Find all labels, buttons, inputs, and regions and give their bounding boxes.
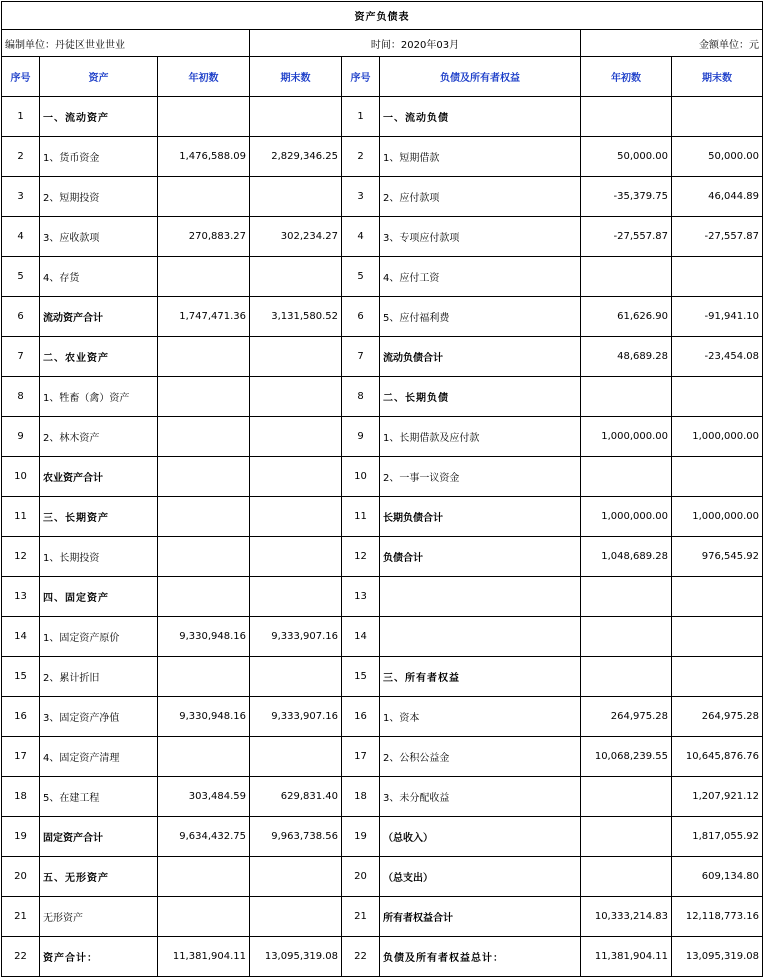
row-liability-name: 三、所有者权益 (380, 657, 581, 697)
row-liability-begin (581, 657, 672, 697)
table-row (2, 377, 763, 417)
row-asset-end (250, 257, 342, 297)
row-asset-name: 3、应收款项 (40, 217, 158, 257)
row-asset-end (250, 417, 342, 457)
row-liability-name: 3、未分配收益 (380, 777, 581, 817)
title-row (2, 2, 763, 30)
row-seq-left: 6 (2, 297, 40, 337)
row-liability-begin: 50,000.00 (581, 137, 672, 177)
row-liability-end: 10,645,876.76 (672, 737, 763, 777)
row-asset-begin (158, 177, 250, 217)
table-row (2, 97, 763, 137)
row-seq-right: 5 (342, 257, 380, 297)
row-liability-name (380, 617, 581, 657)
row-liability-name: 3、专项应付款项 (380, 217, 581, 257)
row-asset-name: 农业资产合计 (40, 457, 158, 497)
row-asset-name: 流动资产合计 (40, 297, 158, 337)
row-seq-right: 7 (342, 337, 380, 377)
row-liability-end: 12,118,773.16 (672, 897, 763, 937)
row-liability-name: （总支出） (380, 857, 581, 897)
row-asset-end (250, 377, 342, 417)
row-seq-left: 17 (2, 737, 40, 777)
header-seq-left: 序号 (2, 57, 40, 97)
row-asset-end: 9,963,738.56 (250, 817, 342, 857)
row-asset-begin (158, 417, 250, 457)
row-asset-end: 9,333,907.16 (250, 697, 342, 737)
row-liability-end (672, 617, 763, 657)
row-liability-begin: 1,000,000.00 (581, 497, 672, 537)
row-seq-right: 10 (342, 457, 380, 497)
row-liability-begin: 48,689.28 (581, 337, 672, 377)
row-liability-end: 609,134.80 (672, 857, 763, 897)
compiler-unit: 编制单位：丹徒区世业世业 (2, 30, 250, 57)
row-liability-begin (581, 97, 672, 137)
row-asset-name: 1、固定资产原价 (40, 617, 158, 657)
row-asset-name: 3、固定资产净值 (40, 697, 158, 737)
table-row (2, 537, 763, 577)
table-row (2, 257, 763, 297)
row-liability-name: （总收入） (380, 817, 581, 857)
row-liability-name: 4、应付工资 (380, 257, 581, 297)
table-row (2, 137, 763, 177)
row-seq-left: 5 (2, 257, 40, 297)
table-row (2, 577, 763, 617)
row-asset-end (250, 97, 342, 137)
row-asset-name: 资产合计： (40, 937, 158, 977)
row-liability-name: 1、长期借款及应付款 (380, 417, 581, 457)
table-row (2, 657, 763, 697)
row-seq-right: 1 (342, 97, 380, 137)
table-row (2, 417, 763, 457)
row-asset-begin (158, 577, 250, 617)
row-liability-begin: 11,381,904.11 (581, 937, 672, 977)
row-seq-right: 21 (342, 897, 380, 937)
report-time: 时间：2020年03月 (250, 30, 581, 57)
row-seq-left: 15 (2, 657, 40, 697)
row-liability-name: 2、公积公益金 (380, 737, 581, 777)
row-liability-name: 1、资本 (380, 697, 581, 737)
row-liability-begin: 61,626.90 (581, 297, 672, 337)
table-row (2, 897, 763, 937)
row-seq-right: 18 (342, 777, 380, 817)
row-asset-begin (158, 897, 250, 937)
row-seq-right: 8 (342, 377, 380, 417)
row-seq-left: 10 (2, 457, 40, 497)
row-asset-end: 9,333,907.16 (250, 617, 342, 657)
row-seq-right: 20 (342, 857, 380, 897)
row-asset-begin (158, 97, 250, 137)
row-liability-name: 1、短期借款 (380, 137, 581, 177)
header-end-left: 期末数 (250, 57, 342, 97)
row-asset-begin (158, 257, 250, 297)
row-asset-name: 4、存货 (40, 257, 158, 297)
row-asset-end (250, 737, 342, 777)
table-row (2, 617, 763, 657)
row-seq-left: 16 (2, 697, 40, 737)
table-row (2, 697, 763, 737)
sheet-title: 资产负债表 (2, 2, 763, 30)
row-asset-end (250, 577, 342, 617)
row-liability-begin (581, 257, 672, 297)
row-liability-name (380, 577, 581, 617)
row-seq-right: 13 (342, 577, 380, 617)
row-liability-end: 1,000,000.00 (672, 417, 763, 457)
header-liability: 负债及所有者权益 (380, 57, 581, 97)
row-seq-left: 13 (2, 577, 40, 617)
row-liability-end (672, 257, 763, 297)
header-begin-left: 年初数 (158, 57, 250, 97)
row-liability-end: -91,941.10 (672, 297, 763, 337)
row-asset-end: 3,131,580.52 (250, 297, 342, 337)
row-liability-begin (581, 857, 672, 897)
row-asset-name: 四、固定资产 (40, 577, 158, 617)
row-asset-end: 302,234.27 (250, 217, 342, 257)
row-asset-begin (158, 497, 250, 537)
row-seq-left: 14 (2, 617, 40, 657)
header-end-right: 期末数 (672, 57, 763, 97)
row-seq-right: 15 (342, 657, 380, 697)
row-asset-end (250, 857, 342, 897)
row-liability-begin (581, 777, 672, 817)
row-asset-begin: 270,883.27 (158, 217, 250, 257)
table-row (2, 777, 763, 817)
table-row (2, 337, 763, 377)
row-seq-left: 21 (2, 897, 40, 937)
row-asset-end (250, 177, 342, 217)
row-seq-left: 12 (2, 537, 40, 577)
row-liability-end: 50,000.00 (672, 137, 763, 177)
row-asset-name: 1、长期投资 (40, 537, 158, 577)
row-seq-left: 7 (2, 337, 40, 377)
row-seq-right: 22 (342, 937, 380, 977)
balance-sheet-table (1, 1, 763, 977)
header-row (2, 57, 763, 97)
row-seq-right: 14 (342, 617, 380, 657)
row-liability-name: 2、一事一议资金 (380, 457, 581, 497)
row-liability-begin (581, 377, 672, 417)
row-asset-name: 4、固定资产清理 (40, 737, 158, 777)
row-liability-begin: -27,557.87 (581, 217, 672, 257)
row-asset-name: 无形资产 (40, 897, 158, 937)
table-row (2, 297, 763, 337)
row-liability-end (672, 377, 763, 417)
row-liability-begin: 1,000,000.00 (581, 417, 672, 457)
row-asset-end (250, 457, 342, 497)
row-liability-end: 264,975.28 (672, 697, 763, 737)
row-asset-name: 1、牲畜（禽）资产 (40, 377, 158, 417)
row-asset-name: 三、长期资产 (40, 497, 158, 537)
row-asset-begin: 9,330,948.16 (158, 697, 250, 737)
row-asset-name: 2、累计折旧 (40, 657, 158, 697)
table-row (2, 737, 763, 777)
row-liability-end: 13,095,319.08 (672, 937, 763, 977)
row-liability-end (672, 657, 763, 697)
row-asset-end: 13,095,319.08 (250, 937, 342, 977)
row-asset-name: 二、农业资产 (40, 337, 158, 377)
row-asset-begin (158, 857, 250, 897)
row-seq-left: 11 (2, 497, 40, 537)
table-row (2, 817, 763, 857)
row-asset-name: 固定资产合计 (40, 817, 158, 857)
row-asset-begin (158, 457, 250, 497)
row-liability-begin (581, 577, 672, 617)
row-asset-begin: 9,330,948.16 (158, 617, 250, 657)
row-liability-name: 长期负债合计 (380, 497, 581, 537)
row-liability-end: 46,044.89 (672, 177, 763, 217)
row-liability-begin (581, 457, 672, 497)
row-asset-end (250, 897, 342, 937)
row-asset-begin (158, 737, 250, 777)
table-row (2, 497, 763, 537)
row-liability-name: 二、长期负债 (380, 377, 581, 417)
header-seq-right: 序号 (342, 57, 380, 97)
row-asset-begin (158, 337, 250, 377)
row-liability-name: 所有者权益合计 (380, 897, 581, 937)
row-liability-name: 5、应付福利费 (380, 297, 581, 337)
row-liability-end: -27,557.87 (672, 217, 763, 257)
table-row (2, 857, 763, 897)
row-seq-left: 22 (2, 937, 40, 977)
row-asset-name: 1、货币资金 (40, 137, 158, 177)
header-begin-right: 年初数 (581, 57, 672, 97)
row-liability-name: 负债合计 (380, 537, 581, 577)
row-seq-left: 19 (2, 817, 40, 857)
row-seq-left: 1 (2, 97, 40, 137)
row-seq-left: 9 (2, 417, 40, 457)
row-seq-right: 9 (342, 417, 380, 457)
row-seq-right: 17 (342, 737, 380, 777)
row-asset-end (250, 497, 342, 537)
row-asset-end (250, 537, 342, 577)
row-asset-name: 2、林木资产 (40, 417, 158, 457)
row-seq-right: 4 (342, 217, 380, 257)
row-seq-left: 2 (2, 137, 40, 177)
row-asset-begin (158, 537, 250, 577)
row-asset-name: 2、短期投资 (40, 177, 158, 217)
row-liability-name: 2、应付款项 (380, 177, 581, 217)
row-liability-end: 1,000,000.00 (672, 497, 763, 537)
row-liability-begin: -35,379.75 (581, 177, 672, 217)
row-liability-name: 流动负债合计 (380, 337, 581, 377)
row-liability-begin: 1,048,689.28 (581, 537, 672, 577)
row-liability-end: 1,207,921.12 (672, 777, 763, 817)
table-row (2, 177, 763, 217)
row-liability-begin: 10,333,214.83 (581, 897, 672, 937)
row-liability-end (672, 457, 763, 497)
row-liability-end (672, 97, 763, 137)
row-seq-right: 19 (342, 817, 380, 857)
row-seq-right: 16 (342, 697, 380, 737)
row-seq-left: 20 (2, 857, 40, 897)
row-asset-begin: 1,747,471.36 (158, 297, 250, 337)
currency-unit: 金额单位：元 (581, 30, 763, 57)
row-liability-begin: 264,975.28 (581, 697, 672, 737)
row-liability-end: 1,817,055.92 (672, 817, 763, 857)
row-liability-end: -23,454.08 (672, 337, 763, 377)
row-liability-name: 一、流动负债 (380, 97, 581, 137)
table-row (2, 217, 763, 257)
row-seq-right: 12 (342, 537, 380, 577)
row-liability-begin (581, 617, 672, 657)
row-liability-name: 负债及所有者权益总计： (380, 937, 581, 977)
row-seq-left: 3 (2, 177, 40, 217)
row-asset-begin: 1,476,588.09 (158, 137, 250, 177)
row-asset-begin: 9,634,432.75 (158, 817, 250, 857)
header-asset: 资产 (40, 57, 158, 97)
row-liability-begin (581, 817, 672, 857)
row-asset-end: 2,829,346.25 (250, 137, 342, 177)
row-liability-end (672, 577, 763, 617)
row-asset-begin (158, 377, 250, 417)
row-asset-name: 一、流动资产 (40, 97, 158, 137)
row-asset-end (250, 657, 342, 697)
row-seq-left: 8 (2, 377, 40, 417)
row-asset-begin: 303,484.59 (158, 777, 250, 817)
row-liability-end: 976,545.92 (672, 537, 763, 577)
row-seq-right: 6 (342, 297, 380, 337)
row-asset-begin (158, 657, 250, 697)
table-row (2, 937, 763, 977)
row-asset-begin: 11,381,904.11 (158, 937, 250, 977)
row-seq-right: 11 (342, 497, 380, 537)
row-asset-end: 629,831.40 (250, 777, 342, 817)
row-liability-begin: 10,068,239.55 (581, 737, 672, 777)
table-row (2, 457, 763, 497)
info-row (2, 30, 763, 57)
row-asset-name: 五、无形资产 (40, 857, 158, 897)
row-asset-end (250, 337, 342, 377)
row-seq-left: 4 (2, 217, 40, 257)
row-asset-name: 5、在建工程 (40, 777, 158, 817)
row-seq-right: 2 (342, 137, 380, 177)
row-seq-right: 3 (342, 177, 380, 217)
row-seq-left: 18 (2, 777, 40, 817)
